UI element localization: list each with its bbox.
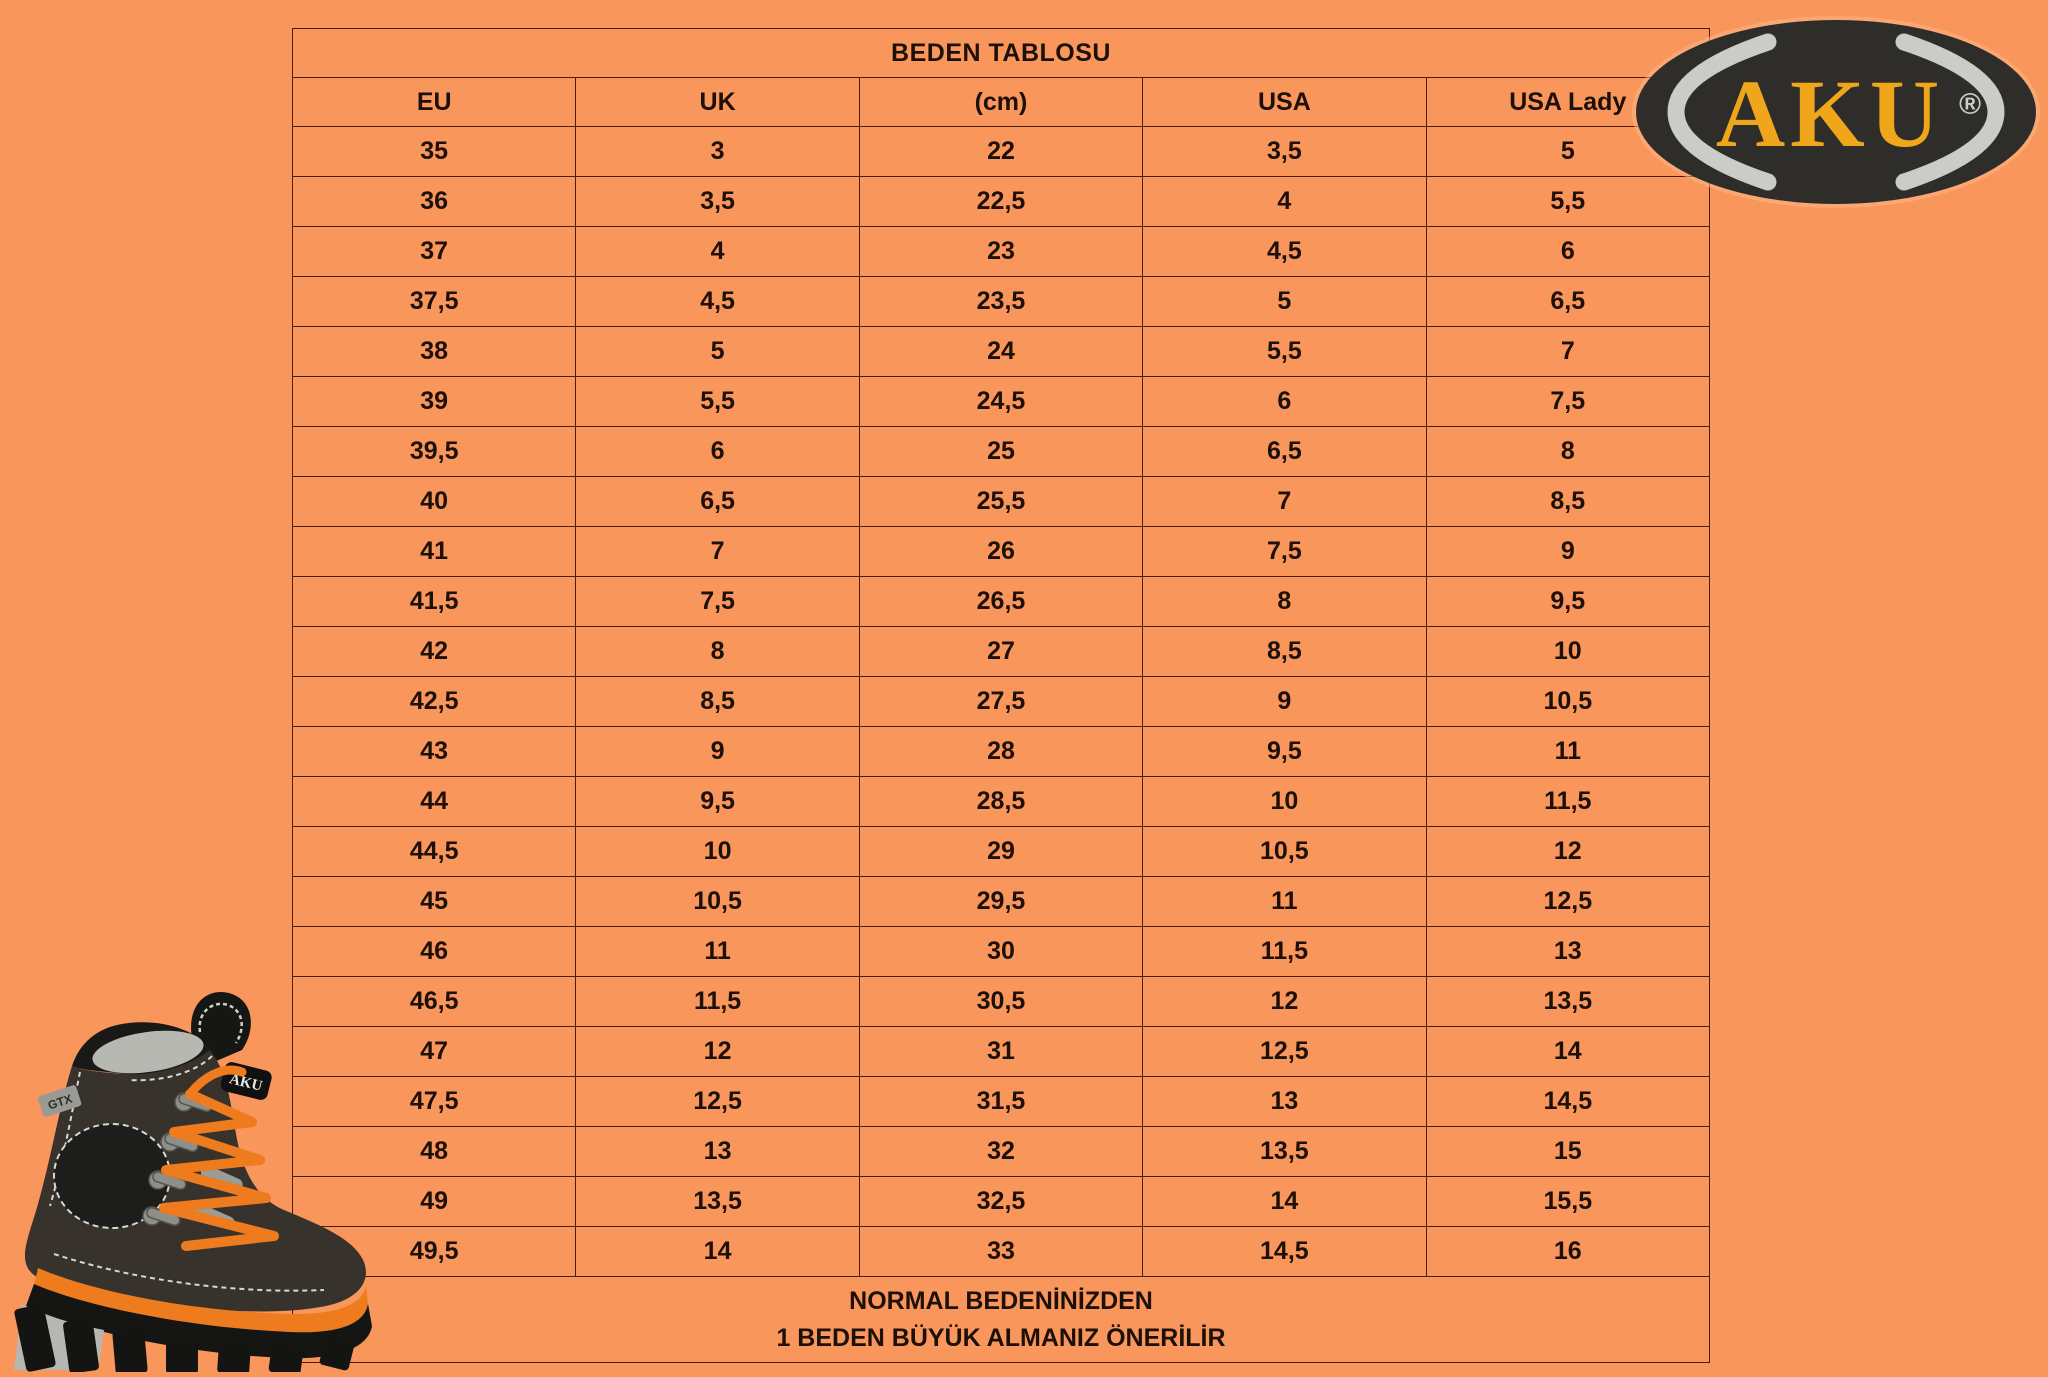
size-cell: 42,5	[293, 677, 576, 727]
table-row	[293, 427, 1710, 477]
aku-logo-svg	[1630, 12, 2042, 212]
size-cell: 41,5	[293, 577, 576, 627]
size-cell: 14,5	[1143, 1227, 1426, 1277]
size-cell: 10	[1426, 627, 1709, 677]
size-cell: 13	[1426, 927, 1709, 977]
table-row	[293, 777, 1710, 827]
size-cell: 13	[576, 1127, 859, 1177]
size-cell: 28,5	[859, 777, 1142, 827]
size-cell: 30	[859, 927, 1142, 977]
footer-note	[293, 1277, 1710, 1363]
table-row	[293, 527, 1710, 577]
size-cell: 8	[576, 627, 859, 677]
size-cell: 3,5	[1143, 127, 1426, 177]
size-cell: 4,5	[576, 277, 859, 327]
size-cell: 4	[576, 227, 859, 277]
column-header: (cm)	[859, 78, 1142, 127]
size-cell: 8	[1143, 577, 1426, 627]
size-cell: 8,5	[576, 677, 859, 727]
size-cell: 6,5	[1143, 427, 1426, 477]
size-cell: 24	[859, 327, 1142, 377]
size-cell: 6	[1426, 227, 1709, 277]
size-cell: 10,5	[1426, 677, 1709, 727]
size-cell: 11	[576, 927, 859, 977]
size-cell: 31	[859, 1027, 1142, 1077]
size-cell: 7,5	[576, 577, 859, 627]
size-cell: 36	[293, 177, 576, 227]
size-cell: 27	[859, 627, 1142, 677]
size-cell: 14	[1143, 1177, 1426, 1227]
size-cell: 11,5	[1143, 927, 1426, 977]
size-cell: 9,5	[576, 777, 859, 827]
tongue-patch-label: AKU	[227, 1071, 264, 1095]
size-cell: 13	[1143, 1077, 1426, 1127]
table-row	[293, 627, 1710, 677]
table-row	[293, 327, 1710, 377]
size-cell: 41	[293, 527, 576, 577]
size-cell: 49	[293, 1177, 576, 1227]
table-row	[293, 927, 1710, 977]
size-cell: 45	[293, 877, 576, 927]
size-cell: 5	[1143, 277, 1426, 327]
size-cell: 42	[293, 627, 576, 677]
size-cell: 7,5	[1426, 377, 1709, 427]
table-row	[293, 127, 1710, 177]
size-cell: 15	[1426, 1127, 1709, 1177]
size-cell: 12	[1426, 827, 1709, 877]
size-cell: 32,5	[859, 1177, 1142, 1227]
size-cell: 15,5	[1426, 1177, 1709, 1227]
size-cell: 11,5	[576, 977, 859, 1027]
table-row	[293, 727, 1710, 777]
size-cell: 12	[576, 1027, 859, 1077]
size-cell: 12	[1143, 977, 1426, 1027]
size-cell: 37	[293, 227, 576, 277]
column-header: USA	[1143, 78, 1426, 127]
size-cell: 49,5	[293, 1227, 576, 1277]
column-header: EU	[293, 78, 576, 127]
title-row	[293, 29, 1710, 78]
size-cell: 3	[576, 127, 859, 177]
table-row	[293, 227, 1710, 277]
size-cell: 12,5	[1426, 877, 1709, 927]
table-row	[293, 827, 1710, 877]
size-cell: 24,5	[859, 377, 1142, 427]
size-cell: 7	[1143, 477, 1426, 527]
table-row	[293, 177, 1710, 227]
size-cell: 16	[1426, 1227, 1709, 1277]
header-row	[293, 78, 1710, 127]
table-row	[293, 377, 1710, 427]
size-cell: 9,5	[1143, 727, 1426, 777]
logo-registered-mark: ®	[1958, 88, 1982, 121]
size-cell: 33	[859, 1227, 1142, 1277]
table-row	[293, 877, 1710, 927]
size-cell: 8	[1426, 427, 1709, 477]
size-cell: 12,5	[1143, 1027, 1426, 1077]
size-cell: 10,5	[576, 877, 859, 927]
size-cell: 9	[1426, 527, 1709, 577]
size-cell: 38	[293, 327, 576, 377]
size-cell: 5	[576, 327, 859, 377]
size-cell: 3,5	[576, 177, 859, 227]
size-cell: 14	[1426, 1027, 1709, 1077]
size-cell: 26	[859, 527, 1142, 577]
size-cell: 39	[293, 377, 576, 427]
size-cell: 13,5	[1426, 977, 1709, 1027]
size-cell: 48	[293, 1127, 576, 1177]
size-cell: 47	[293, 1027, 576, 1077]
table-row	[293, 677, 1710, 727]
column-header: UK	[576, 78, 859, 127]
size-cell: 5,5	[1143, 327, 1426, 377]
size-cell: 25	[859, 427, 1142, 477]
table-row	[293, 1027, 1710, 1077]
size-cell: 5	[1426, 127, 1709, 177]
size-cell: 14,5	[1426, 1077, 1709, 1127]
footer-note-line2: 1 BEDEN BÜYÜK ALMANIZ ÖNERİLİR	[776, 1323, 1226, 1352]
table-row	[293, 1077, 1710, 1127]
gtx-tag-label: GTX	[46, 1091, 74, 1113]
size-table-body	[293, 127, 1710, 1277]
size-cell: 44	[293, 777, 576, 827]
size-cell: 27,5	[859, 677, 1142, 727]
footer-note-line1: NORMAL BEDENİNİZDEN	[849, 1286, 1153, 1315]
size-cell: 40	[293, 477, 576, 527]
size-cell: 6,5	[1426, 277, 1709, 327]
aku-logo	[1630, 12, 2042, 212]
size-cell: 30,5	[859, 977, 1142, 1027]
size-cell: 10,5	[1143, 827, 1426, 877]
table-row	[293, 977, 1710, 1027]
size-cell: 46,5	[293, 977, 576, 1027]
table-title: BEDEN TABLOSU	[293, 29, 1710, 78]
table-row	[293, 1177, 1710, 1227]
table-row	[293, 1127, 1710, 1177]
size-cell: 13,5	[576, 1177, 859, 1227]
size-cell: 5,5	[576, 377, 859, 427]
size-cell: 25,5	[859, 477, 1142, 527]
size-cell: 4	[1143, 177, 1426, 227]
table-row	[293, 577, 1710, 627]
size-cell: 7,5	[1143, 527, 1426, 577]
boot-svg	[0, 972, 430, 1372]
boot-image	[0, 972, 430, 1372]
size-cell: 43	[293, 727, 576, 777]
size-cell: 14	[576, 1227, 859, 1277]
size-cell: 12,5	[576, 1077, 859, 1127]
size-cell: 22,5	[859, 177, 1142, 227]
size-cell: 10	[576, 827, 859, 877]
size-cell: 23,5	[859, 277, 1142, 327]
size-cell: 31,5	[859, 1077, 1142, 1127]
size-cell: 44,5	[293, 827, 576, 877]
size-cell: 32	[859, 1127, 1142, 1177]
size-cell: 39,5	[293, 427, 576, 477]
size-chart-table	[292, 28, 1710, 1363]
size-cell: 6	[576, 427, 859, 477]
size-cell: 6	[1143, 377, 1426, 427]
size-cell: 8,5	[1426, 477, 1709, 527]
size-cell: 47,5	[293, 1077, 576, 1127]
size-cell: 9	[576, 727, 859, 777]
footer-row	[293, 1277, 1710, 1363]
size-cell: 37,5	[293, 277, 576, 327]
size-cell: 8,5	[1143, 627, 1426, 677]
size-cell: 7	[576, 527, 859, 577]
size-cell: 4,5	[1143, 227, 1426, 277]
logo-wordmark: AKU	[1715, 60, 1945, 167]
size-cell: 13,5	[1143, 1127, 1426, 1177]
size-cell: 5,5	[1426, 177, 1709, 227]
size-cell: 29,5	[859, 877, 1142, 927]
size-cell: 7	[1426, 327, 1709, 377]
size-cell: 10	[1143, 777, 1426, 827]
size-cell: 9	[1143, 677, 1426, 727]
size-cell: 28	[859, 727, 1142, 777]
size-cell: 6,5	[576, 477, 859, 527]
size-cell: 11	[1426, 727, 1709, 777]
size-cell: 29	[859, 827, 1142, 877]
size-cell: 11	[1143, 877, 1426, 927]
table-row	[293, 277, 1710, 327]
size-cell: 11,5	[1426, 777, 1709, 827]
size-cell: 46	[293, 927, 576, 977]
table-row	[293, 477, 1710, 527]
column-header: USA Lady	[1426, 78, 1709, 127]
size-cell: 23	[859, 227, 1142, 277]
table-row	[293, 1227, 1710, 1277]
size-cell: 26,5	[859, 577, 1142, 627]
size-cell: 9,5	[1426, 577, 1709, 627]
size-cell: 22	[859, 127, 1142, 177]
size-cell: 35	[293, 127, 576, 177]
